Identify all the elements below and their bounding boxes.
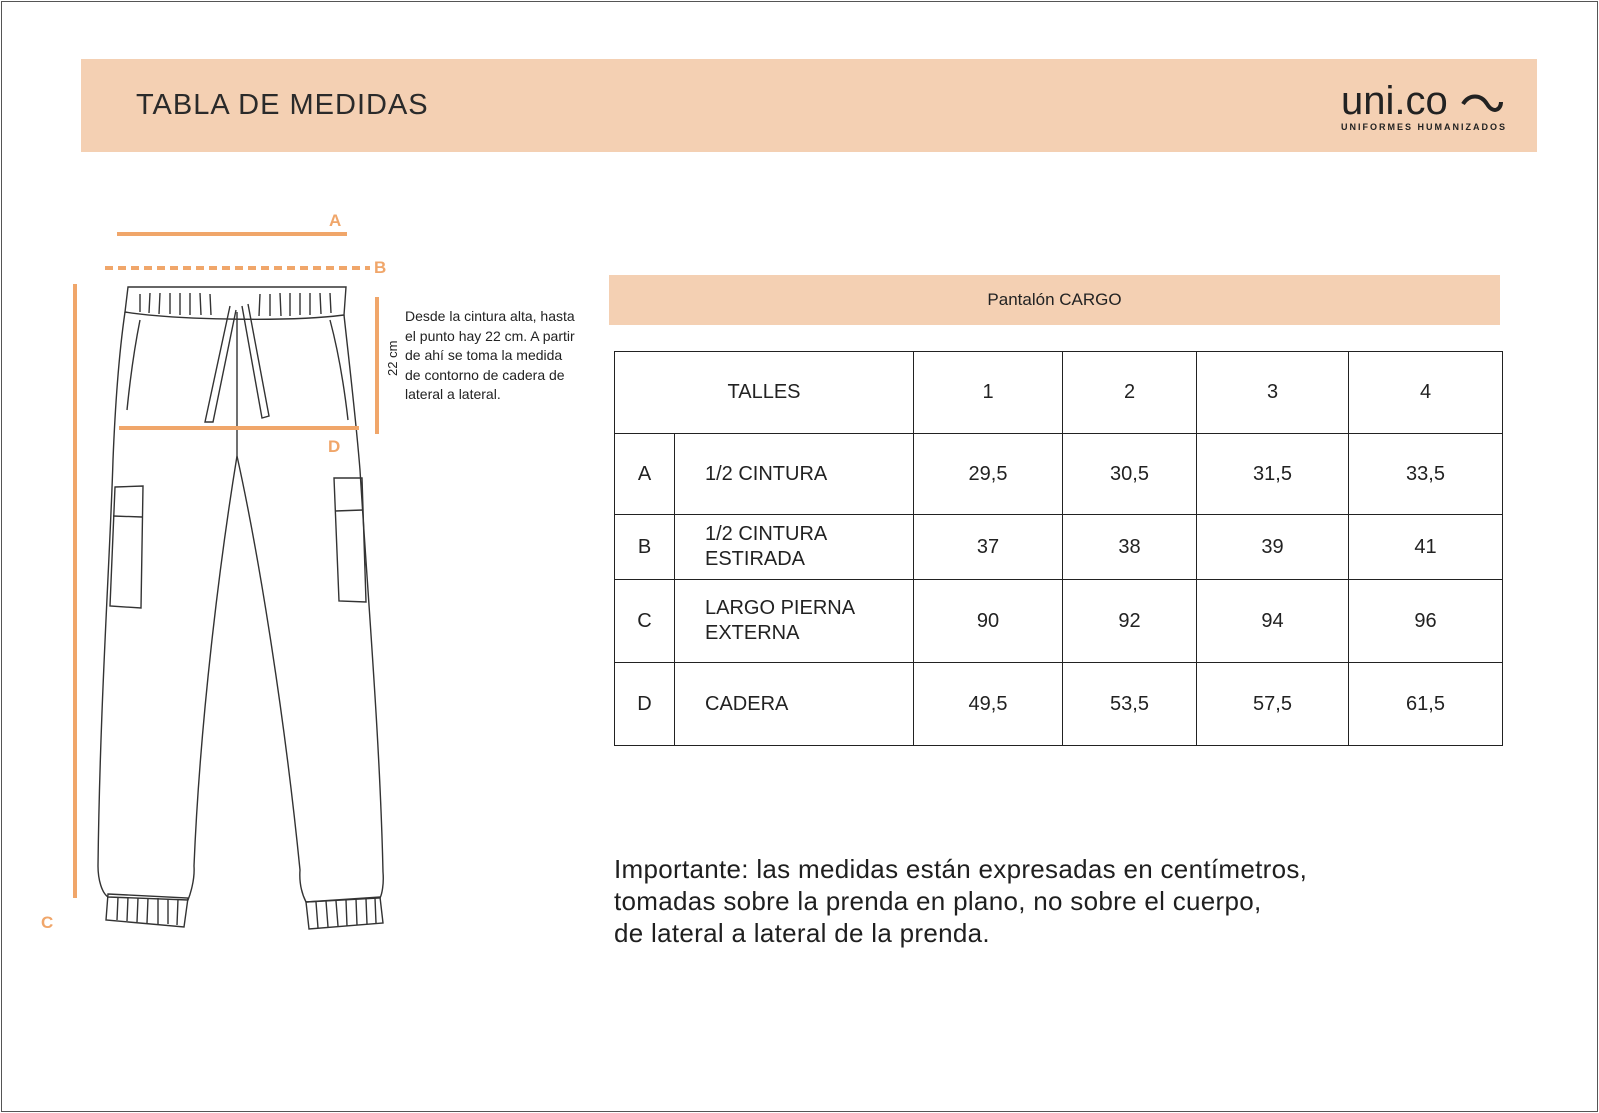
table-cell: 30,5	[1063, 434, 1197, 515]
row-key: C	[615, 580, 675, 663]
measurement-note: Desde la cintura alta, hasta el punto hay 22 cm. A partir de ahí se toma la medida de contorno de cadera de lateral a lateral.	[405, 308, 575, 402]
disclaimer-line: de lateral a lateral de la prenda.	[614, 918, 990, 948]
label-d: D	[328, 437, 341, 456]
table-cell: 37	[914, 515, 1063, 580]
table-cell: 38	[1063, 515, 1197, 580]
row-label: LARGO PIERNA EXTERNA	[675, 580, 914, 663]
talles-header: TALLES	[615, 352, 914, 434]
table-cell: 41	[1349, 515, 1503, 580]
pants-diagram	[0, 0, 600, 1113]
table-cell: 33,5	[1349, 434, 1503, 515]
table-cell: 53,5	[1063, 663, 1197, 746]
table-row	[615, 580, 1503, 663]
rise-label: 22 cm	[385, 340, 400, 376]
table-header-row	[615, 352, 1503, 434]
table-cell: 57,5	[1197, 663, 1349, 746]
row-label: 1/2 CINTURA ESTIRADA	[675, 515, 914, 580]
brand-logo-mark	[1341, 80, 1503, 122]
logo-swirl-icon	[1463, 97, 1501, 110]
size-header: 1	[914, 352, 1063, 434]
size-header: 4	[1349, 352, 1503, 434]
table-cell: 96	[1349, 580, 1503, 663]
table-row	[615, 515, 1503, 580]
size-table	[614, 351, 1503, 746]
row-key: A	[615, 434, 675, 515]
label-c: C	[41, 913, 54, 932]
product-title: Pantalón CARGO	[609, 275, 1500, 325]
label-a: A	[329, 211, 342, 230]
table-cell: 29,5	[914, 434, 1063, 515]
table-cell: 31,5	[1197, 434, 1349, 515]
table-cell: 94	[1197, 580, 1349, 663]
label-b: B	[374, 258, 387, 277]
table-cell: 90	[914, 580, 1063, 663]
row-label: 1/2 CINTURA	[675, 434, 914, 515]
disclaimer-line: Importante: las medidas están expresadas en centímetros,	[614, 854, 1308, 884]
row-label: CADERA	[675, 663, 914, 746]
disclaimer	[614, 853, 1374, 949]
page-title: TABLA DE MEDIDAS	[136, 89, 429, 121]
brand-logo	[1341, 80, 1507, 135]
brand-tagline: UNIFORMES HUMANIZADOS	[1341, 122, 1507, 132]
pants-outline	[98, 287, 383, 929]
row-key: B	[615, 515, 675, 580]
brand-logo-text: uni.co	[1341, 80, 1448, 122]
size-header: 3	[1197, 352, 1349, 434]
row-key: D	[615, 663, 675, 746]
table-cell: 39	[1197, 515, 1349, 580]
table-cell: 92	[1063, 580, 1197, 663]
disclaimer-line: tomadas sobre la prenda en plano, no sobre el cuerpo,	[614, 886, 1262, 916]
table-row	[615, 663, 1503, 746]
table-row	[615, 434, 1503, 515]
size-header: 2	[1063, 352, 1197, 434]
table-cell: 49,5	[914, 663, 1063, 746]
table-cell: 61,5	[1349, 663, 1503, 746]
